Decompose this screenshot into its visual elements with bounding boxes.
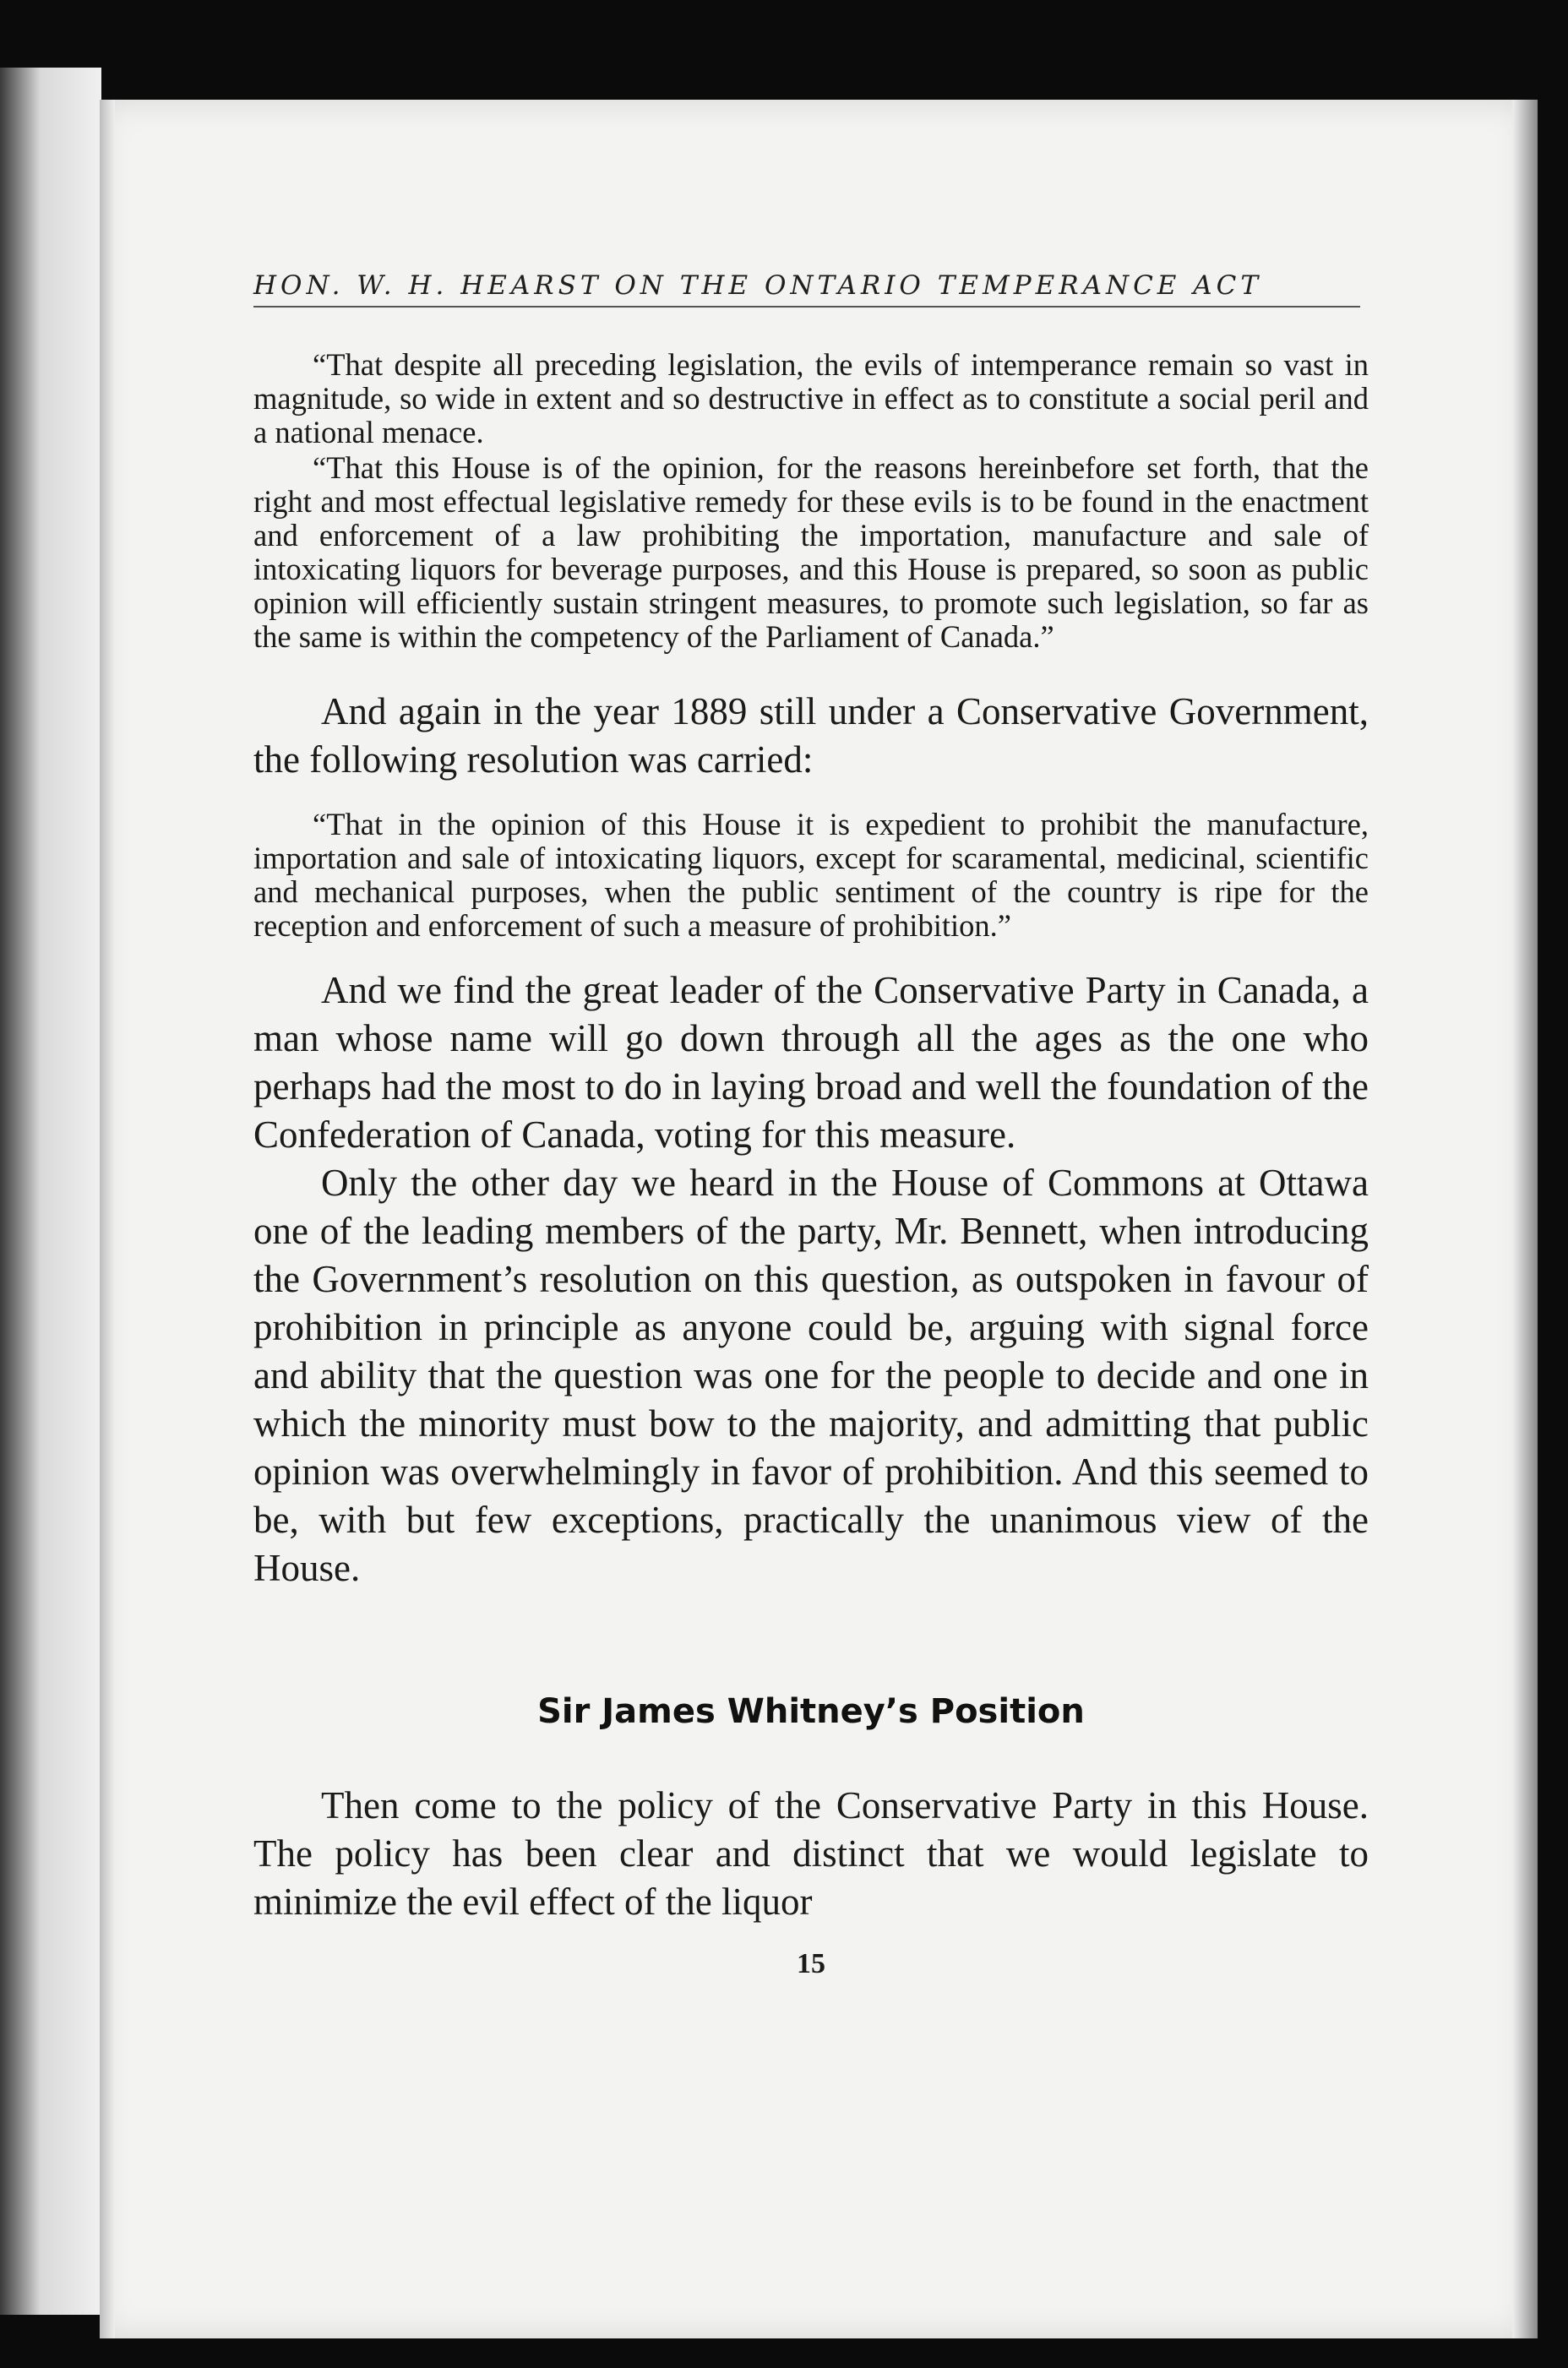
page-number: 15 (797, 1948, 825, 1979)
page-content (253, 270, 1369, 1980)
quoted-resolution-1889: “That in the opinion of this House it is expedient to prohibit the manufacture, importation and sale of intoxicating liquors, except for scaramental, medicinal, scientific and mechanical purposes, when the public sentiment of the country is ripe for the reception and enforcement of such a measure of prohibition.” (253, 807, 1369, 943)
quoted-resolution-paragraph: “That this House is of the opinion, for the reasons hereinbefore set forth, that the right and most effectual legislative remedy for these evils is to be found in the enactment and enforcement of a law prohibiting the importation, manufacture and sale of intoxicating liquors for beverage purposes, and this House is prepared, so soon as public opinion will efficiently sustain stringent measures, to promote such legislation, so far as the same is within the competency of the Parliament of Canada.” (253, 450, 1369, 654)
body-paragraph: Then come to the policy of the Conservative Party in this House. The policy has been clear and distinct that we would legislate to minimize the evil effect of the liquor (253, 1784, 1369, 1923)
body-paragraph: Only the other day we heard in the House of Commons at Ottawa one of the leading members of the party, Mr. Bennett, when introducing the Government’s resolution on this question, as outspoken in favour of prohibition in principle as anyone could be, arguing with signal force and ability that the question was one for the people to decide and one in which the minority must bow to the majority, and admitting that public opinion was overwhelmingly in favor of prohibition. And this seemed to be, with but few exceptions, practically the unanimous view of the House. (253, 1162, 1369, 1589)
body-paragraph: And we find the great leader of the Conservative Party in Canada, a man whose name will go down through all the ages as the one who perhaps had the most to do in laying broad and well the foundation of the Confederation of Canada, voting for this measure. (253, 969, 1369, 1156)
running-head: HON. W. H. HEARST ON THE ONTARIO TEMPERANCE ACT (253, 270, 1360, 308)
body-paragraph: And again in the year 1889 still under a Conservative Government, the following resolution was carried: (253, 690, 1369, 781)
quoted-resolution-paragraph: “That despite all preceding legislation, the evils of intemperance remain so vast in magnitude, so wide in extent and so destructive in effect as to constitute a social peril and a national menace. (253, 347, 1369, 449)
page-gutter (100, 100, 115, 2338)
facing-page-edge (0, 68, 101, 2315)
section-heading: Sir James Whitney’s Position (537, 1692, 1085, 1731)
page-right-shadow (1512, 100, 1538, 2338)
